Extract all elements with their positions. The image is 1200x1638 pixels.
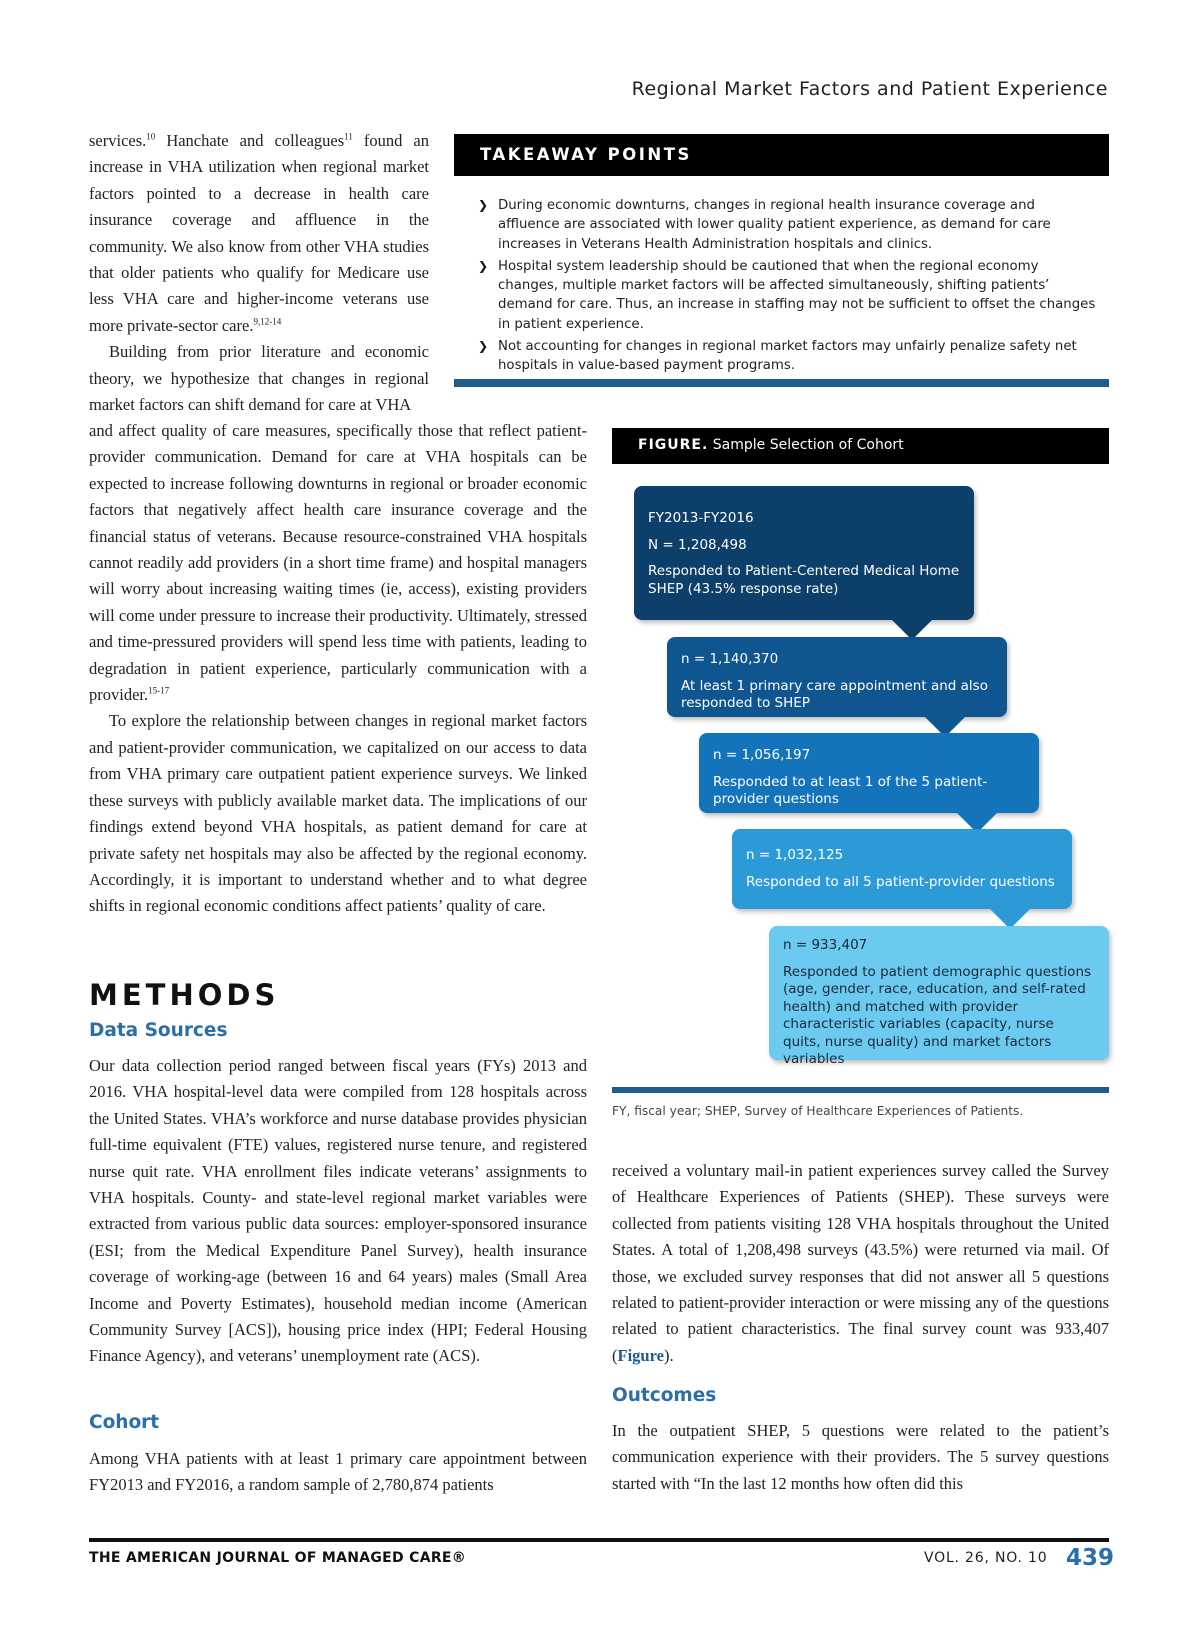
flow-box-2: n = 1,140,370 At least 1 primary care appointment and also responded to SHEP (667, 637, 1007, 717)
figure-link[interactable]: Figure (617, 1345, 664, 1365)
outcomes-text: In the outpatient SHEP, 5 questions were related to the patient’s communication experience with their providers. The 5 survey questions started with “In the last 12 months how often did this (612, 1421, 1109, 1493)
paragraph-hypothesis-start: Building from prior literature and economic theory, we hypothesize that changes in regional market factors can shift demand for care at VHA (89, 342, 429, 415)
chevron-right-icon: ❯ (478, 258, 489, 273)
chevron-right-icon: ❯ (478, 198, 489, 212)
figure-header: FIGURE. Sample Selection of Cohort (612, 428, 1109, 464)
flow-box-1: FY2013-FY2016 N = 1,208,498 Responded to Patient-Centered Medical Home SHEP (43.5% response rate) (634, 486, 974, 620)
cohort-heading: Cohort (89, 1412, 160, 1433)
volume-issue: VOL. 26, NO. 10 (924, 1550, 1048, 1566)
takeaway-point: ❯ During economic downturns, changes in regional health insurance coverage and affluence are associated with lower quality patient experience, as demand for care increases in Veterans Health Administration hospitals and clinics. (478, 198, 1051, 252)
chevron-right-icon: ❯ (478, 339, 489, 354)
takeaway-bottom-rule (454, 379, 1109, 387)
cohort-text: Among VHA patients with at least 1 primary care appointment between FY2013 and FY2016, a random sample of 2,780,874 patients (89, 1449, 587, 1495)
paragraph-explore: To explore the relationship between changes in regional market factors and patient-provider communication, we capitalized on our access to data from VHA primary care outpatient patient experience surveys. We linked these surveys with publicly available market data. The implications of our findings extend beyond VHA hospitals, as patient demand for care at private safety net hospitals may also be affected by the regional economy. Accordingly, it is important to understand whether and to what degree shifts in regional economic conditions affect patients’ quality of care. (89, 711, 587, 916)
citation: 15-17 (148, 685, 170, 696)
journal-name: THE AMERICAN JOURNAL OF MANAGED CARE® (89, 1550, 467, 1566)
left-column-top (89, 128, 429, 418)
footer-rule (89, 1538, 1109, 1542)
takeaway-header: TAKEAWAY POINTS (454, 134, 1109, 176)
running-head: Regional Market Factors and Patient Experience (631, 78, 1108, 100)
citation: 10 (146, 131, 156, 142)
methods-heading: METHODS (89, 978, 280, 1012)
paragraph-services: services.$^{10}$ Hanchate and colleagues$^{11}$ found an increase in VHA utilization when regional market factors pointed to a decrease in health care insurance coverage and affluence in the community. We also know from other VHA studies that older patients who qualify for Medicare use less VHA care and higher-income veterans use more private-sector care.$^{9,12-14}$ (89, 131, 429, 335)
data-sources-text: Our data collection period ranged between fiscal years (FYs) 2013 and 2016. VHA hospital-level data were compiled from 128 hospitals across the United States. VHA’s workforce and nurse database provides physician full-time equivalent (FTE) values, registered nurse tenure, and registered nurse quit rate. VHA enrollment files indicate veterans’ assignments to VHA hospitals. County- and state-level regional market variables were extracted from various public data sources: employer-sponsored insurance (ESI; from the Medical Expenditure Panel Survey), health insurance coverage of working-age (between 16 and 64 years) males (Small Area Income and Poverty Estimates), household median income (American Community Survey [ACS]), housing price index (HPI; Federal Housing Finance Agency), and veterans’ unemployment rate (ACS). (89, 1056, 587, 1366)
takeaway-point: ❯ Not accounting for changes in regional market factors may unfairly penalize safety net hospitals in value-based payment programs. (478, 339, 1077, 374)
flow-box-3: n = 1,056,197 Responded to at least 1 of the 5 patient-provider questions (699, 733, 1039, 813)
citation: 11 (344, 131, 353, 142)
figure-caption: FY, fiscal year; SHEP, Survey of Healthcare Experiences of Patients. (612, 1104, 1024, 1118)
right-column-text (612, 1158, 1109, 1369)
page-number: 439 (1066, 1545, 1115, 1571)
citation: 9,12-14 (253, 316, 282, 327)
paragraph-survey: received a voluntary mail-in patient experiences survey called the Survey of Healthcare Experiences of Patients (SHEP). These surveys were collected from patients visiting 128 VHA hospitals throughout the United States. A total of 1,208,498 surveys (43.5%) were returned via mail. Of those, we excluded survey responses that did not answer all 5 questions related to patient-provider interaction or were missing any of the questions related to patient characteristics. The final survey count was 933,407 (Figure). (612, 1161, 1109, 1365)
paragraph-hypothesis-cont: and affect quality of care measures, specifically those that reflect patient-provider communication. Demand for care at VHA hospitals can be expected to increase following downturns in regional or broader economic factors that negatively affect health care insurance coverage and the financial status of veterans. Because resource-constrained VHA hospitals cannot readily add providers (in a short time frame) and hospital managers will worry about increasing waiting times (ie, access), existing providers will come under pressure to increase their productivity. Ultimately, stressed and time-pressured providers will spend less time with patients, leading to degradation in patient experience, particularly communication with a provider.$^{15-17}$ (89, 421, 587, 705)
left-column-wide (89, 418, 587, 920)
figure-bottom-rule (612, 1087, 1109, 1093)
data-sources-heading: Data Sources (89, 1020, 228, 1041)
takeaway-list (476, 196, 1096, 379)
flow-box-4: n = 1,032,125 Responded to all 5 patient-provider questions (732, 829, 1072, 909)
flow-box-5: n = 933,407 Responded to patient demographic questions (age, gender, race, education, and self-rated health) and matched with provider characteristic variables (capacity, nurse quits, nurse quality) and market factors variables (769, 926, 1109, 1060)
outcomes-heading: Outcomes (612, 1385, 717, 1406)
takeaway-point: ❯ Hospital system leadership should be cautioned that when the regional economy changes, multiple market factors will be affected simultaneously, shifting patients’ demand for care. Thus, an increase in staffing may not be sufficient to offset the changes in patient experience. (478, 258, 1096, 332)
